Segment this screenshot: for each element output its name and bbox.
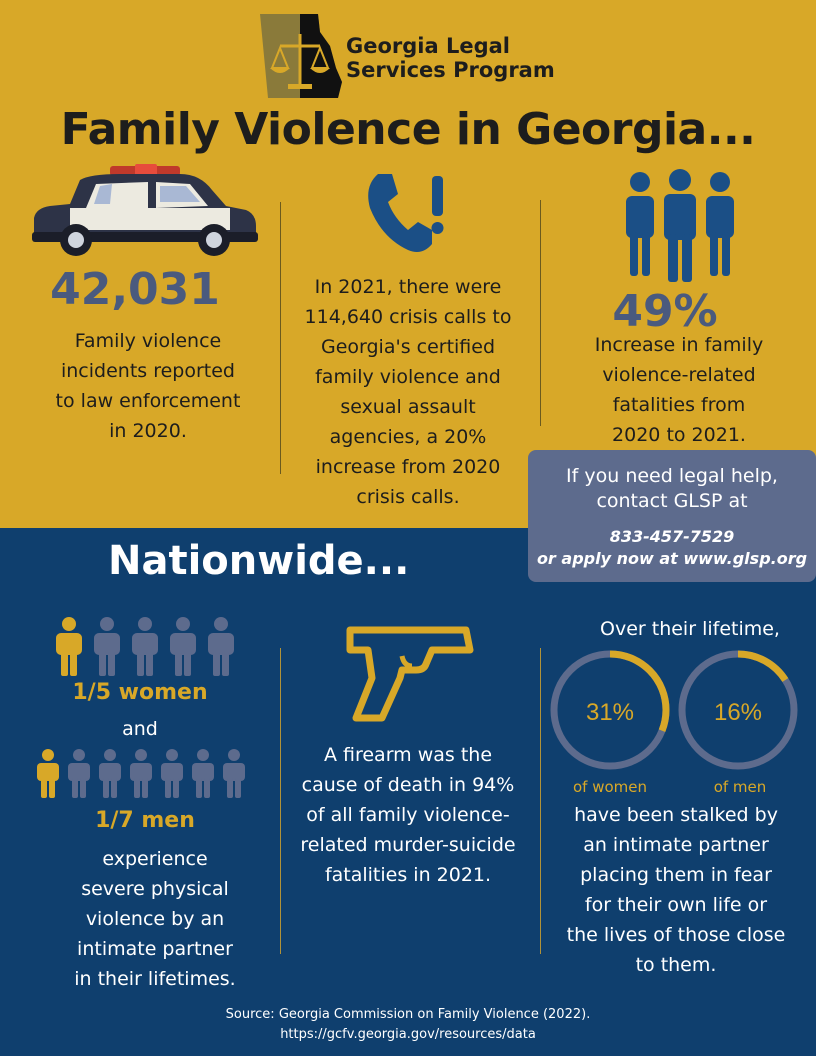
source-url[interactable]: https://gcfv.georgia.gov/resources/data [280,1027,536,1042]
incidents-line: Family violence [74,330,222,352]
crisis-calls-description [280,272,536,512]
help-text [528,464,816,514]
org-name-line1: Georgia Legal [346,34,511,58]
incidents-line: in 2020. [109,420,187,442]
stalk-line: to them. [635,954,717,976]
page-title: Family Violence in Georgia... [60,104,756,155]
physical-line: violence by an [85,908,225,930]
help-line: contact GLSP at [596,490,748,512]
women-label: of women [572,778,648,796]
column-divider [540,648,541,954]
firearm-line: cause of death in 94% [301,774,515,796]
men-label: of men [713,778,767,796]
stalk-line: have been stalked by [574,804,778,826]
physical-line: severe physical [81,878,229,900]
help-contact [528,526,816,570]
physical-violence-description [0,844,310,994]
column-divider [540,200,541,426]
stalking-description [546,800,806,980]
incidents-number: 42,031 [50,264,220,315]
crisis-line: sexual assault [340,396,476,418]
women-percent: 31% [585,699,635,726]
fatalities-line: fatalities from [612,394,746,416]
physical-line: in their lifetimes. [74,968,236,990]
crisis-line: 114,640 crisis calls to [304,306,512,328]
stalk-line: the lives of those close [566,924,786,946]
and-text: and [122,718,158,740]
stalk-line: an intimate partner [583,834,769,856]
crisis-line: family violence and [315,366,501,388]
fatalities-percent: 49% [612,286,718,337]
men-ratio: 1/7 men [95,808,195,833]
stalking-intro: Over their lifetime, [600,618,780,640]
incidents-line: to law enforcement [55,390,241,412]
physical-line: intimate partner [77,938,233,960]
people-group-icon [622,168,738,284]
crisis-line: Georgia's certified [320,336,496,358]
men-percent: 16% [713,699,763,726]
firearm-description [282,740,534,890]
source-line: Source: Georgia Commission on Family Violence (2022). [225,1007,591,1022]
firearm-line: of all family violence- [306,804,510,826]
legal-help-box [528,450,816,582]
org-name [346,34,555,82]
firearm-line: related murder-suicide [300,834,516,856]
police-car-icon [30,162,260,258]
org-name-line2: Services Program [346,58,555,82]
firearm-line: A firearm was the [323,744,493,766]
stalk-line: for their own life or [584,894,768,916]
physical-line: experience [102,848,208,870]
help-line: If you need legal help, [566,465,778,487]
women-ratio-icon [52,616,242,678]
phone-number[interactable]: 833-457-7529 [609,527,735,546]
fatalities-line: violence-related [602,364,756,386]
apply-link[interactable]: or apply now at www.glsp.org [536,549,808,568]
source-citation [0,1005,816,1045]
incidents-line: incidents reported [60,360,235,382]
fatalities-line: 2020 to 2021. [612,424,746,446]
crisis-line: increase from 2020 [315,456,501,478]
fatalities-line: Increase in family [594,334,764,356]
crisis-line: crisis calls. [356,486,460,508]
nationwide-heading: Nationwide... [108,538,410,584]
stalking-rings [546,646,802,776]
glsp-logo-icon [258,12,348,102]
firearm-line: fatalities in 2021. [324,864,492,886]
stalk-line: placing them in fear [580,864,772,886]
men-ratio-icon [34,748,254,800]
fatalities-description [546,330,812,450]
handgun-icon [342,626,478,722]
phone-alert-icon [362,172,452,258]
incidents-description [0,326,296,446]
column-divider [280,648,281,954]
women-ratio: 1/5 women [72,680,208,705]
crisis-line: agencies, a 20% [329,426,487,448]
crisis-line: In 2021, there were [314,276,502,298]
